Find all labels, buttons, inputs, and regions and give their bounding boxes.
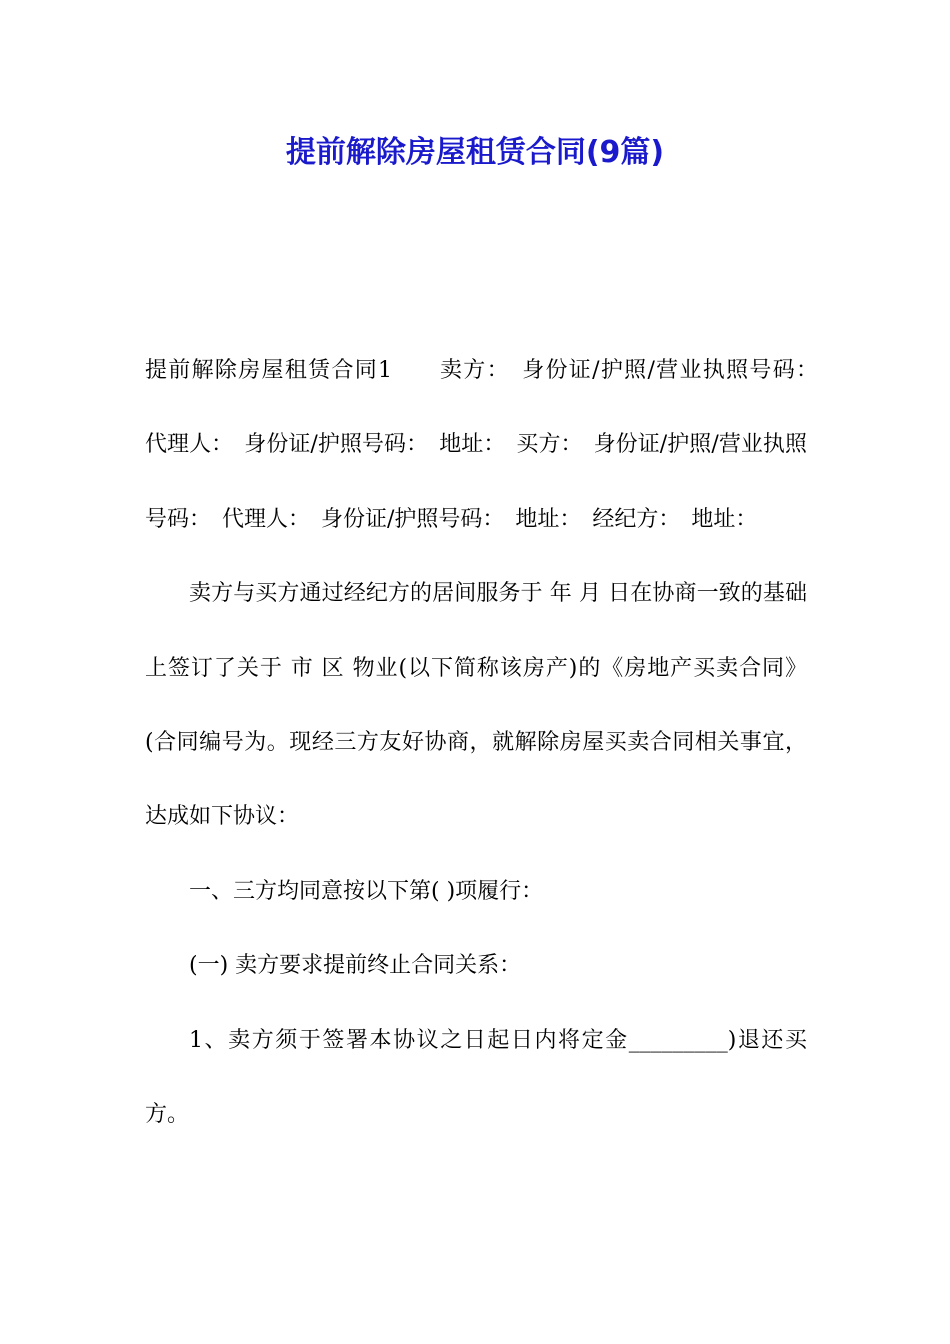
paragraph-clause-1-option-1: (一) 卖方要求提前终止合同关系：	[189, 953, 522, 979]
paragraph-background: 卖方与买方通过经纪方的居间服务于 年 月 日在协商一致的基础上签订了关于 市 区 物业(以下简称该房产)的《房地产买卖合同》(合同编号为。现经三方友好协商，就解除房屋买卖合同相关事宜，达成如下协议：	[145, 581, 807, 830]
document-title: 提前解除房屋租赁合同(9篇)	[285, 135, 665, 170]
document-body	[145, 334, 830, 1152]
paragraph-clause-1-item-1: 1、卖方须于签署本协议之日起日内将定金_________)退还买方。	[145, 1027, 807, 1128]
paragraph-parties: 提前解除房屋租赁合同1 卖方： 身份证/护照/营业执照号码： 代理人： 身份证/护照号码： 地址： 买方： 身份证/护照/营业执照号码： 代理人： 身份证/护照号码： 地址： 经纪方： 地址：	[145, 358, 830, 532]
paragraph-clause-1: 一、三方均同意按以下第( )项履行：	[189, 878, 544, 904]
